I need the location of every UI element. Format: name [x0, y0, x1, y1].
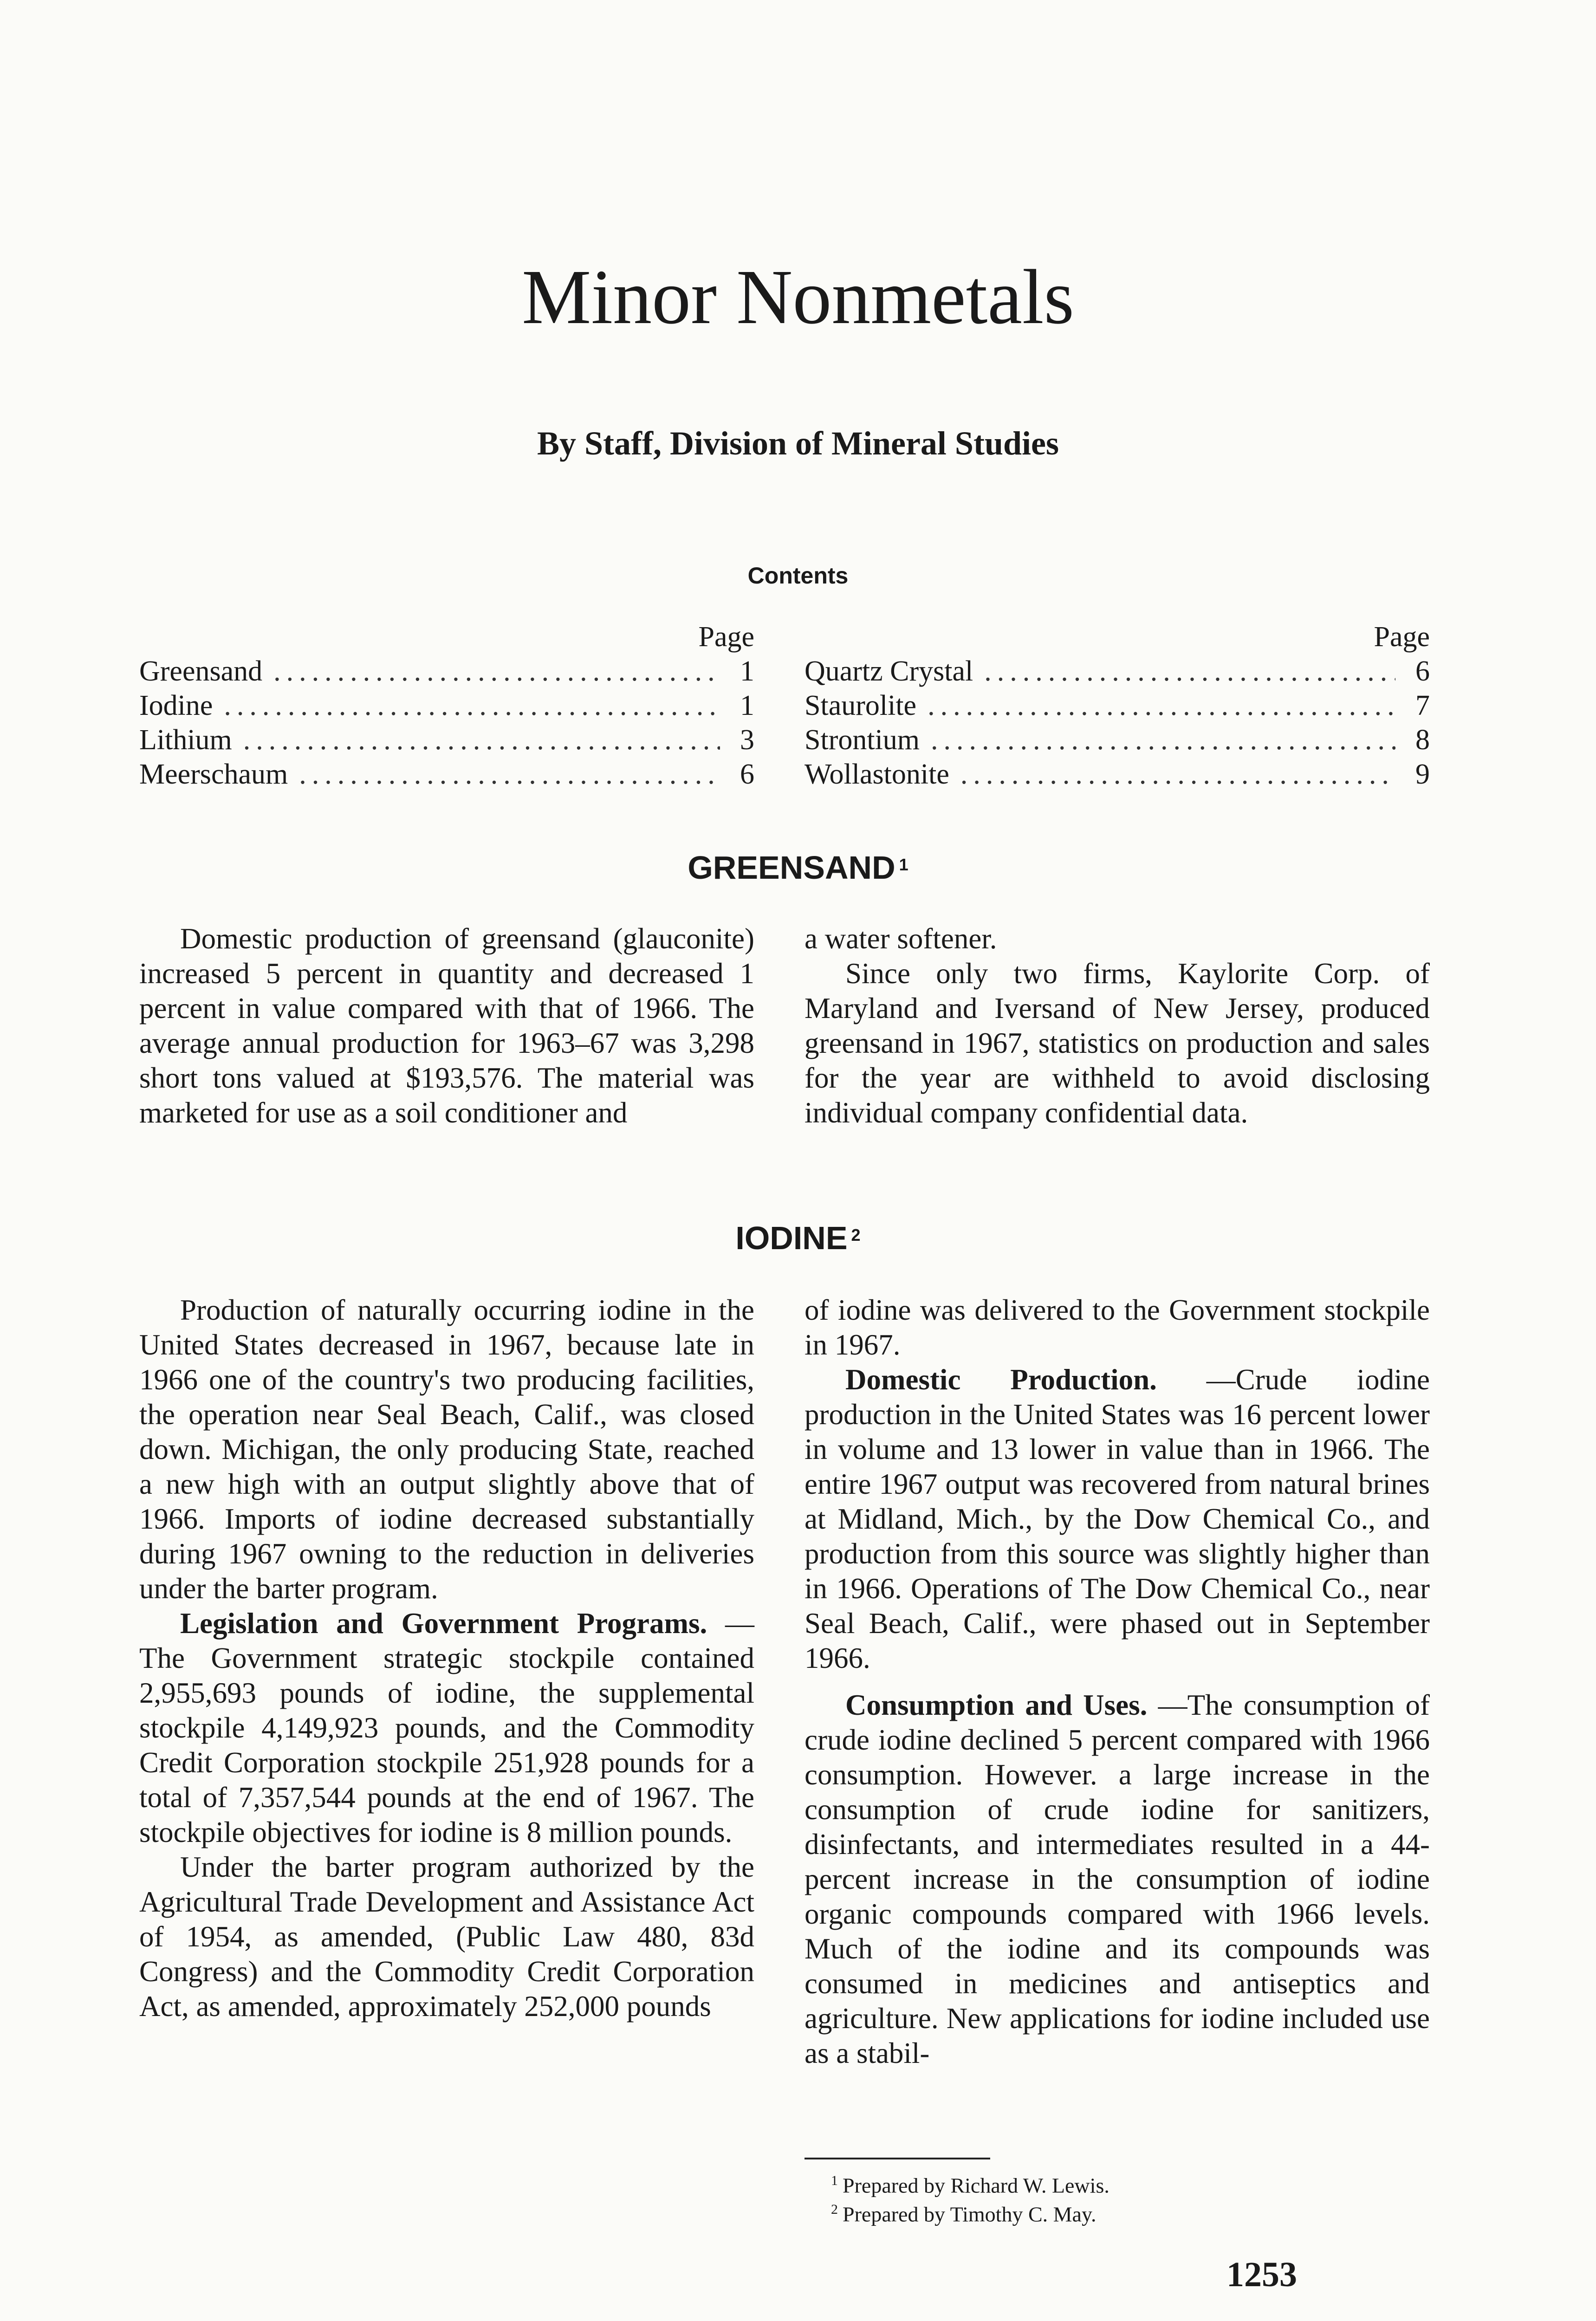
paragraph: Domestic production of greensand (glauconite) increased 5 percent in quantity and decreased 1 percent in value compared with that of 1966. The average annual production for 1963–67 was 3,298 short tons valued at $193,576. The material was marketed for use as a soil conditioner and — [139, 922, 754, 1129]
greensand-right-column — [804, 921, 1430, 1130]
contents-entry-name: Meerschaum — [139, 759, 288, 790]
iodine-heading: IODINE $^2$ — [735, 1220, 861, 1256]
paragraph: Consumption and Uses. —The consumption of crude iodine declined 5 percent compared with 1966 consumption. However. a large increase in the consumption of crude iodine for sanitizers, disinfectants, and intermediates resulted in a 44-percent increase in the consumption of iodine organic compounds compared with 1966 levels. Much of the iodine and its compounds was consumed in medicines and antiseptics and agriculture. New applications for iodine included use as a stabil- — [804, 1689, 1430, 2069]
contents-entry — [139, 723, 754, 757]
greensand-heading: GREENSAND $^1$ — [688, 849, 908, 886]
page-title: Minor Nonmetals — [522, 254, 1074, 340]
contents-entry-name: Strontium — [804, 724, 920, 756]
contents-entry — [804, 723, 1430, 757]
contents-entry-name: Wollastonite — [804, 759, 949, 790]
run-in-heading: Domestic Production. — [845, 1363, 1157, 1396]
contents-right-column — [804, 620, 1430, 791]
paragraph: of iodine was delivered to the Government stockpile in 1967. — [804, 1294, 1430, 1361]
footnote-divider — [804, 2158, 990, 2159]
contents-entry — [804, 688, 1430, 723]
contents-entry-name: Lithium — [139, 724, 232, 756]
contents-entry-name: Iodine — [139, 690, 213, 721]
byline: By Staff, Division of Mineral Studies — [537, 425, 1059, 462]
contents-entry-name: Staurolite — [804, 690, 917, 721]
paragraph: Under the barter program authorized by the Agricultural Trade Development and Assistance Act of 1954, as amended, (Public Law 480, 83d Congress) and the Commodity Credit Corporation Act, as amended, approximately 252,000 pounds — [139, 1851, 754, 2023]
contents-left-column — [139, 620, 754, 791]
paragraph: Domestic Production. —Crude iodine production in the United States was 16 percent lower in volume and 13 lower in value than in 1966. The entire 1967 output was recovered from natural brines at Midland, Mich., by the Dow Chemical Co., and production from this source was slightly higher than in 1966. Operations of The Dow Chemical Co., near Seal Beach, Calif., were phased out in September 1966. — [804, 1363, 1430, 1674]
paragraph: Production of naturally occurring iodine in the United States decreased in 1967, because late in 1966 one of the country's two producing facilities, the operation near Seal Beach, Calif., was closed down. Michigan, the only producing State, reached a new high with an output slightly above that of 1966. Imports of iodine decreased substantially during 1967 owning to the reduction in deliveries under the barter program. — [139, 1294, 754, 1605]
page-column-label: Page — [1374, 621, 1430, 653]
footnote: $^1$ Prepared by Richard W. Lewis. — [831, 2173, 1109, 2198]
paragraph: Legislation and Government Programs. —The Government strategic stockpile contained 2,955,693 pounds of iodine, the supplemental stockpile 4,149,923 pounds, and the Commodity Credit Corporation stockpile 251,928 pounds for a total of 7,357,544 pounds at the end of 1967. The stockpile objectives for iodine is 8 million pounds. — [139, 1607, 755, 1848]
run-in-heading: Legislation and Government Programs. — [180, 1607, 707, 1640]
contents-heading: Contents — [747, 563, 849, 589]
contents-entry-page: 9 — [1415, 759, 1430, 790]
footnote: $^2$ Prepared by Timothy C. May. — [831, 2202, 1096, 2226]
run-in-heading: Consumption and Uses. — [845, 1689, 1148, 1721]
contents-entry — [139, 688, 754, 723]
contents-entry — [804, 757, 1430, 791]
contents-entry-page: 7 — [1415, 690, 1430, 721]
contents-entry-page: 3 — [740, 724, 754, 756]
contents-entry-page: 6 — [740, 759, 754, 790]
contents-entry — [139, 654, 754, 688]
contents-entry-page: 6 — [1415, 655, 1430, 687]
contents-entry-page: 8 — [1415, 724, 1430, 756]
footnote-ref: 2 — [851, 1225, 861, 1245]
iodine-right-column — [804, 1293, 1430, 2071]
contents-entry-page: 1 — [740, 690, 754, 721]
contents-entry — [139, 757, 754, 791]
contents-entry-page: 1 — [740, 655, 754, 687]
page-number: 1253 — [1226, 2255, 1297, 2294]
contents-entry — [804, 654, 1430, 688]
iodine-left-column — [139, 1293, 754, 2024]
page-column-label: Page — [698, 621, 754, 653]
contents-entry-name: Quartz Crystal — [804, 655, 973, 687]
footnote-ref: 1 — [899, 855, 908, 874]
paragraph: Since only two firms, Kaylorite Corp. of Maryland and Iversand of New Jersey, produced greensand in 1967, statistics on production and sales for the year are withheld to avoid disclosing individual company confidential data. — [804, 957, 1430, 1129]
paragraph: a water softener. — [804, 922, 997, 955]
greensand-left-column — [139, 921, 754, 1130]
contents-entry-name: Greensand — [139, 655, 263, 687]
footnotes — [831, 2169, 1109, 2227]
